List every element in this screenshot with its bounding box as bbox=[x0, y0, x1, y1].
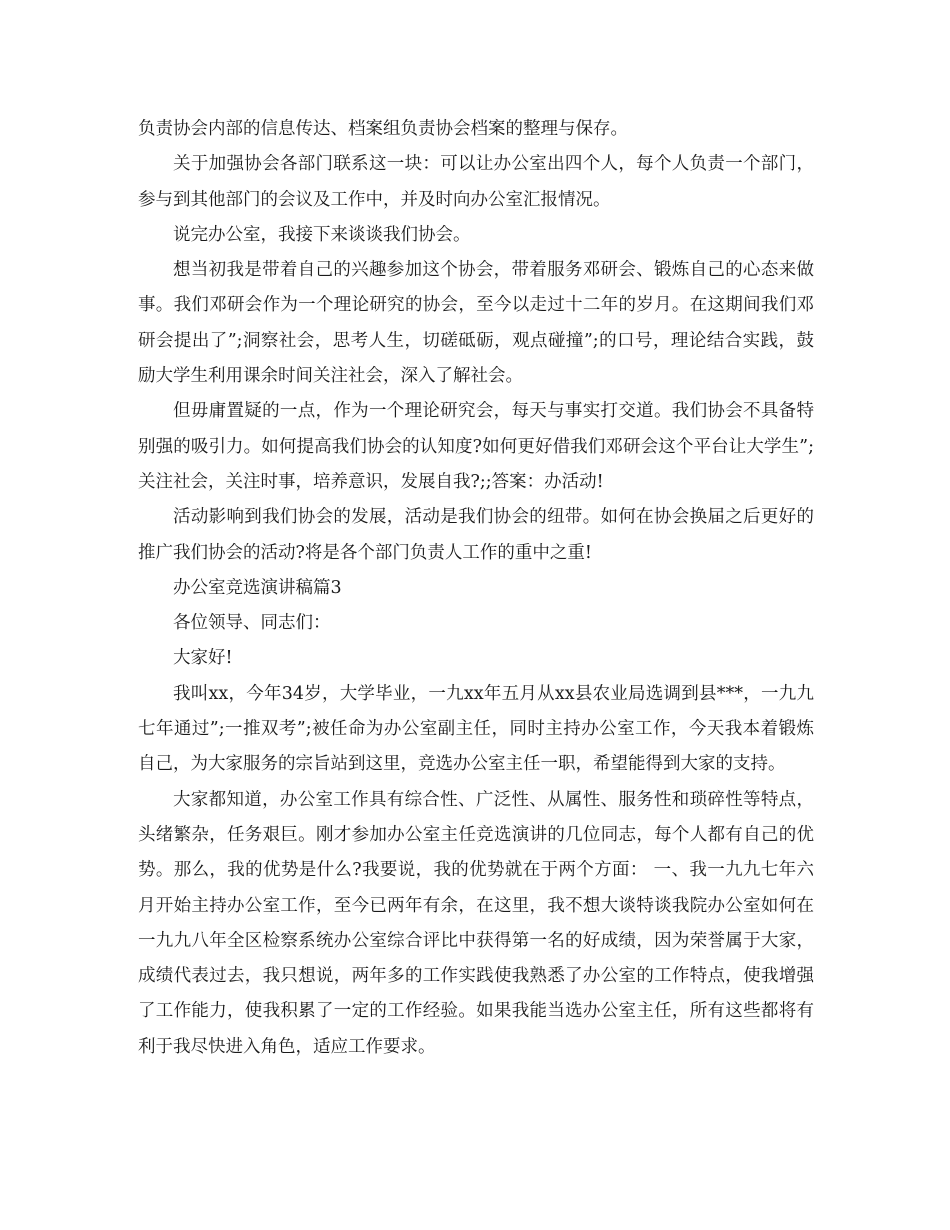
document-body bbox=[138, 112, 814, 1065]
paragraph-6: 活动影响到我们协会的发展，活动是我们协会的纽带。如何在协会换届之后更好的推广我们协会的活动?将是各个部门负责人工作的重中之重! bbox=[138, 507, 814, 563]
salutation: 各位领导、同志们： bbox=[173, 613, 331, 634]
paragraph-2: 关于加强协会各部门联系这一块：可以让办公室出四个人，每个人负责一个部门，参与到其他部门的会议及工作中，并及时向办公室汇报情况。 bbox=[138, 154, 814, 210]
paragraph-11: 大家都知道，办公室工作具有综合性、广泛性、从属性、服务性和琐碎性等特点，头绪繁杂，任务艰巨。刚才参加办公室主任竞选演讲的几位同志，每个人都有自己的优势。那么，我的优势是什么?我要说，我的优势就在于两个方面： 一、我一九九七年六月开始主持办公室工作，至今已两年有余，在这里，我不想大谈特谈我院办公室如何在一九九八年全区检察系统办公室综合评比中获得第一名的好成绩，因为荣誉属于大家，成绩代表过去，我只想说，两年多的工作实践使我熟悉了办公室的工作特点，使我增强了工作能力，使我积累了一定的工作经验。如果我能当选办公室主任，所有这些都将有利于我尽快进入角色，适应工作要求。 bbox=[138, 789, 814, 1057]
paragraph-4: 想当初我是带着自己的兴趣参加这个协会，带着服务邓研会、锻炼自己的心态来做事。我们邓研会作为一个理论研究的协会，至今以走过十二年的岁月。在这期间我们邓研会提出了”;洞察社会，思考人生，切磋砥砺，观点碰撞”;的口号，理论结合实践，鼓励大学生利用课余时间关注社会，深入了解社会。 bbox=[138, 260, 814, 387]
section-heading: 办公室竞选演讲稿篇3 bbox=[173, 577, 342, 598]
paragraph-1: 负责协会内部的信息传达、档案组负责协会档案的整理与保存。 bbox=[138, 119, 628, 139]
greeting: 大家好! bbox=[173, 648, 233, 669]
paragraph-10: 我叫xx，今年34岁，大学毕业，一九xx年五月从xx县农业局选调到县***，一九九七年通过”;一推双考”;被任命为办公室副主任，同时主持办公室工作，今天我本着锻炼自己，为大家服务的宗旨站到这里，竞选办公室主任一职，希望能得到大家的支持。 bbox=[138, 683, 814, 775]
paragraph-5: 但毋庸置疑的一点，作为一个理论研究会，每天与事实打交道。我们协会不具备特别强的吸引力。如何提高我们协会的认知度?如何更好借我们邓研会这个平台让大学生”;关注社会，关注时事，培养意识，发展自我?;;答案：办活动! bbox=[138, 401, 814, 492]
paragraph-3: 说完办公室，我接下来谈谈我们协会。 bbox=[173, 224, 471, 245]
